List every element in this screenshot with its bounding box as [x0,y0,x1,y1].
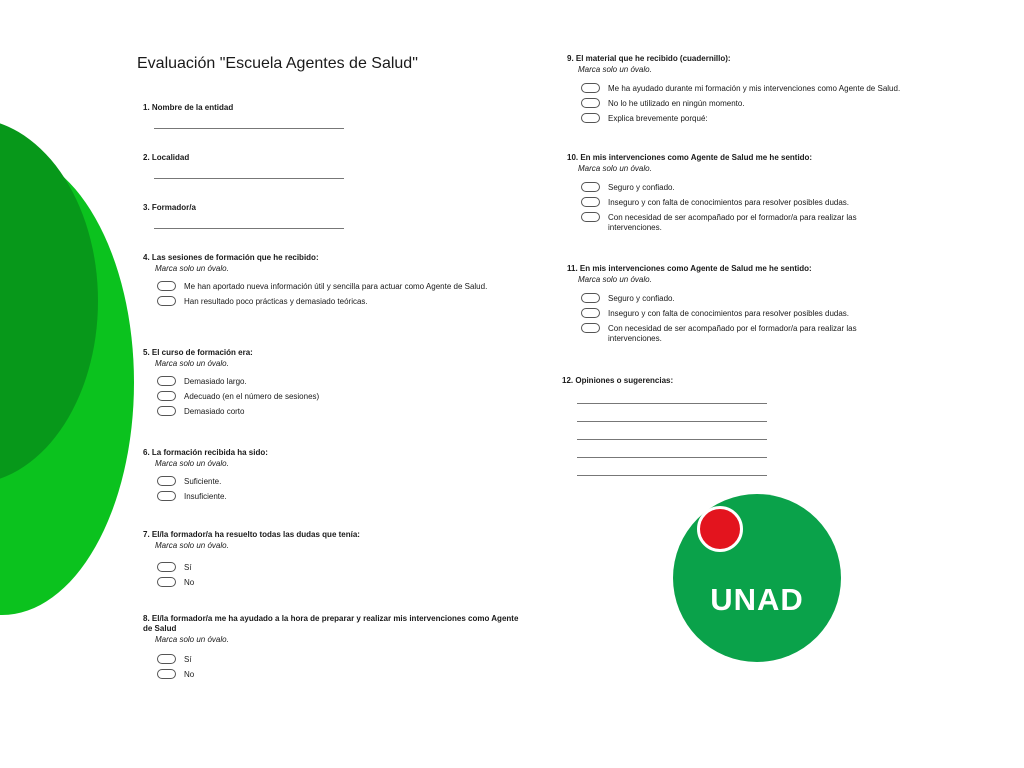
radio-oval[interactable] [157,562,176,572]
option[interactable]: Inseguro y con falta de conocimientos para resolver posibles dudas. [581,309,907,319]
option[interactable]: Explica brevemente porqué: [581,114,957,124]
question-label: 7. El/la formador/a ha resuelto todas las dudas que tenía: [143,530,360,539]
answer-line[interactable] [154,128,344,129]
question-label: 4. Las sesiones de formación que he recibido: [143,253,319,262]
option[interactable]: Seguro y confiado. [581,183,907,193]
radio-oval[interactable] [581,212,600,222]
option[interactable]: Con necesidad de ser acompañado por el formador/a para realizar las intervenciones. [581,324,907,344]
question-hint: Marca solo un óvalo. [578,275,652,284]
question-3 [143,203,344,229]
option[interactable]: No [157,578,503,588]
radio-oval[interactable] [157,577,176,587]
option[interactable]: Sí [157,655,523,665]
logo-red-dot [697,506,743,552]
question-hint: Marca solo un óvalo. [155,459,229,468]
question-8 [143,614,523,680]
question-label: 6. La formación recibida ha sido: [143,448,268,457]
radio-oval[interactable] [157,669,176,679]
form-title: Evaluación "Escuela Agentes de Salud" [137,55,418,72]
option[interactable]: Me han aportado nueva información útil y sencilla para actuar como Agente de Salud. [157,282,508,292]
radio-oval[interactable] [157,281,176,291]
question-label: 12. Opiniones o sugerencias: [562,376,674,385]
question-label: 11. En mis intervenciones como Agente de Salud me he sentido: [567,264,812,273]
radio-oval[interactable] [581,293,600,303]
option[interactable]: Han resultado poco prácticas y demasiado teóricas. [157,297,508,307]
radio-oval[interactable] [581,323,600,333]
question-12 [562,376,812,476]
question-hint: Marca solo un óvalo. [578,164,652,173]
radio-oval[interactable] [157,476,176,486]
question-10 [567,153,907,233]
question-hint: Marca solo un óvalo. [155,264,229,273]
radio-oval[interactable] [581,197,600,207]
question-7 [143,530,503,588]
question-label: 9. El material que he recibido (cuadernillo): [567,54,731,63]
answer-line[interactable] [577,403,767,404]
option[interactable]: Me ha ayudado durante mi formación y mis intervenciones como Agente de Salud. [581,84,957,94]
question-4 [143,253,508,307]
radio-oval[interactable] [157,296,176,306]
option[interactable]: No [157,670,523,680]
question-5 [143,348,473,417]
question-hint: Marca solo un óvalo. [155,359,229,368]
answer-line[interactable] [577,475,767,476]
radio-oval[interactable] [157,391,176,401]
question-label: 8. El/la formador/a me ha ayudado a la hora de preparar y realizar mis intervenciones como Agente de Salud [143,614,519,633]
option[interactable]: Demasiado largo. [157,377,473,387]
answer-line[interactable] [154,228,344,229]
question-hint: Marca solo un óvalo. [578,65,652,74]
question-label: 3. Formador/a [143,203,196,212]
option[interactable]: Sí [157,563,503,573]
question-2 [143,153,344,179]
question-1 [143,103,344,129]
question-9 [567,54,957,124]
option[interactable]: Adecuado (en el número de sesiones) [157,392,473,402]
answer-line[interactable] [577,439,767,440]
question-6 [143,448,473,502]
question-hint: Marca solo un óvalo. [155,541,229,550]
logo-text: UNAD [710,582,804,617]
option[interactable]: Con necesidad de ser acompañado por el formador/a para realizar las intervenciones. [581,213,907,233]
option[interactable]: Seguro y confiado. [581,294,907,304]
radio-oval[interactable] [581,308,600,318]
question-label: 2. Localidad [143,153,190,162]
option[interactable]: Inseguro y con falta de conocimientos para resolver posibles dudas. [581,198,907,208]
radio-oval[interactable] [581,113,600,123]
answer-line[interactable] [577,421,767,422]
question-label: 5. El curso de formación era: [143,348,253,357]
radio-oval[interactable] [581,182,600,192]
radio-oval[interactable] [157,406,176,416]
radio-oval[interactable] [157,491,176,501]
radio-oval[interactable] [581,83,600,93]
answer-line[interactable] [577,457,767,458]
answer-line[interactable] [154,178,344,179]
question-hint: Marca solo un óvalo. [155,635,229,644]
question-label: 1. Nombre de la entidad [143,103,234,112]
option[interactable]: Demasiado corto [157,407,473,417]
question-label: 10. En mis intervenciones como Agente de Salud me he sentido: [567,153,813,162]
radio-oval[interactable] [581,98,600,108]
option[interactable]: Insuficiente. [157,492,473,502]
radio-oval[interactable] [157,654,176,664]
option[interactable]: No lo he utilizado en ningún momento. [581,99,957,109]
radio-oval[interactable] [157,376,176,386]
option[interactable]: Suficiente. [157,477,473,487]
question-11 [567,264,907,344]
